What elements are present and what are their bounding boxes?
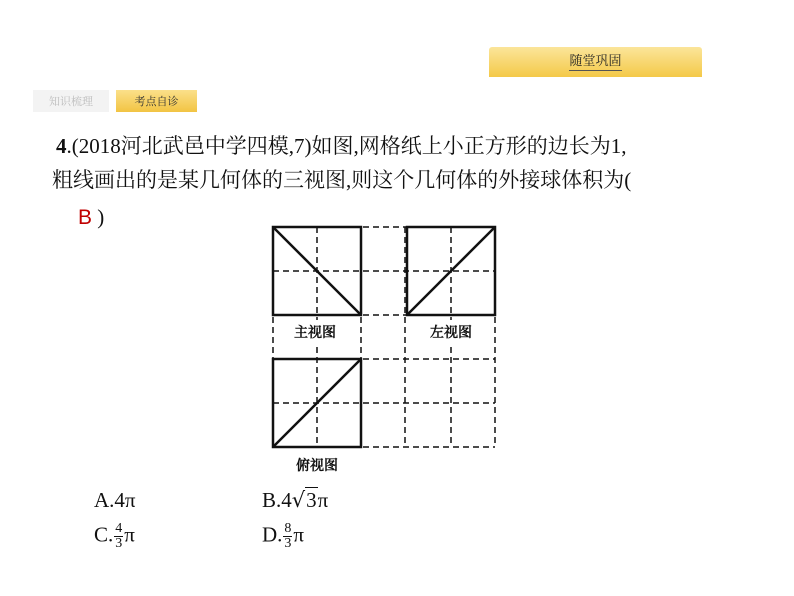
- question-number: 4: [56, 134, 67, 158]
- option-c-fraction: [114, 522, 123, 551]
- top-view-label: 俯视图: [296, 458, 338, 474]
- question-line-2: 粗线画出的是某几何体的三视图,则这个几何体的外接球体积为(: [52, 168, 632, 192]
- tab-self-test[interactable]: 考点自诊: [116, 90, 197, 112]
- answer-line: [78, 204, 104, 231]
- sqrt-symbol: √3: [291, 488, 317, 512]
- three-view-figure: [266, 220, 502, 476]
- question-line-1: [56, 133, 626, 159]
- tab-knowledge-review[interactable]: 知识梳理: [33, 90, 109, 112]
- option-c[interactable]: [94, 522, 135, 551]
- option-b-pi: π: [317, 488, 329, 512]
- answer-close-paren: ): [97, 205, 105, 229]
- question-text-1: .(2018河北武邑中学四模,7)如图,网格纸上小正方形的边长为1,: [66, 134, 627, 158]
- option-d-denominator: 3: [284, 536, 292, 551]
- front-view-label: 主视图: [294, 325, 336, 341]
- option-c-numerator: 4: [115, 521, 123, 536]
- option-c-text: C.: [94, 522, 114, 547]
- answer-choice: B: [78, 206, 93, 229]
- option-a-pi: π: [124, 488, 136, 512]
- option-a-text: A.4: [94, 488, 125, 512]
- option-d-fraction: [283, 522, 292, 551]
- option-a[interactable]: [94, 488, 136, 512]
- option-b[interactable]: [262, 488, 328, 512]
- option-b-text: B.4: [262, 488, 292, 512]
- option-d-text: D.: [262, 522, 283, 547]
- option-d[interactable]: [262, 522, 304, 551]
- option-c-pi: π: [124, 522, 135, 547]
- option-c-denominator: 3: [115, 536, 123, 551]
- section-tab-banner[interactable]: [489, 47, 702, 77]
- section-tab-label: 随堂巩固: [569, 53, 622, 69]
- side-view-label: 左视图: [430, 325, 472, 341]
- option-b-radicand: 3: [306, 488, 317, 512]
- option-d-pi: π: [293, 522, 305, 547]
- option-d-numerator: 8: [284, 521, 292, 536]
